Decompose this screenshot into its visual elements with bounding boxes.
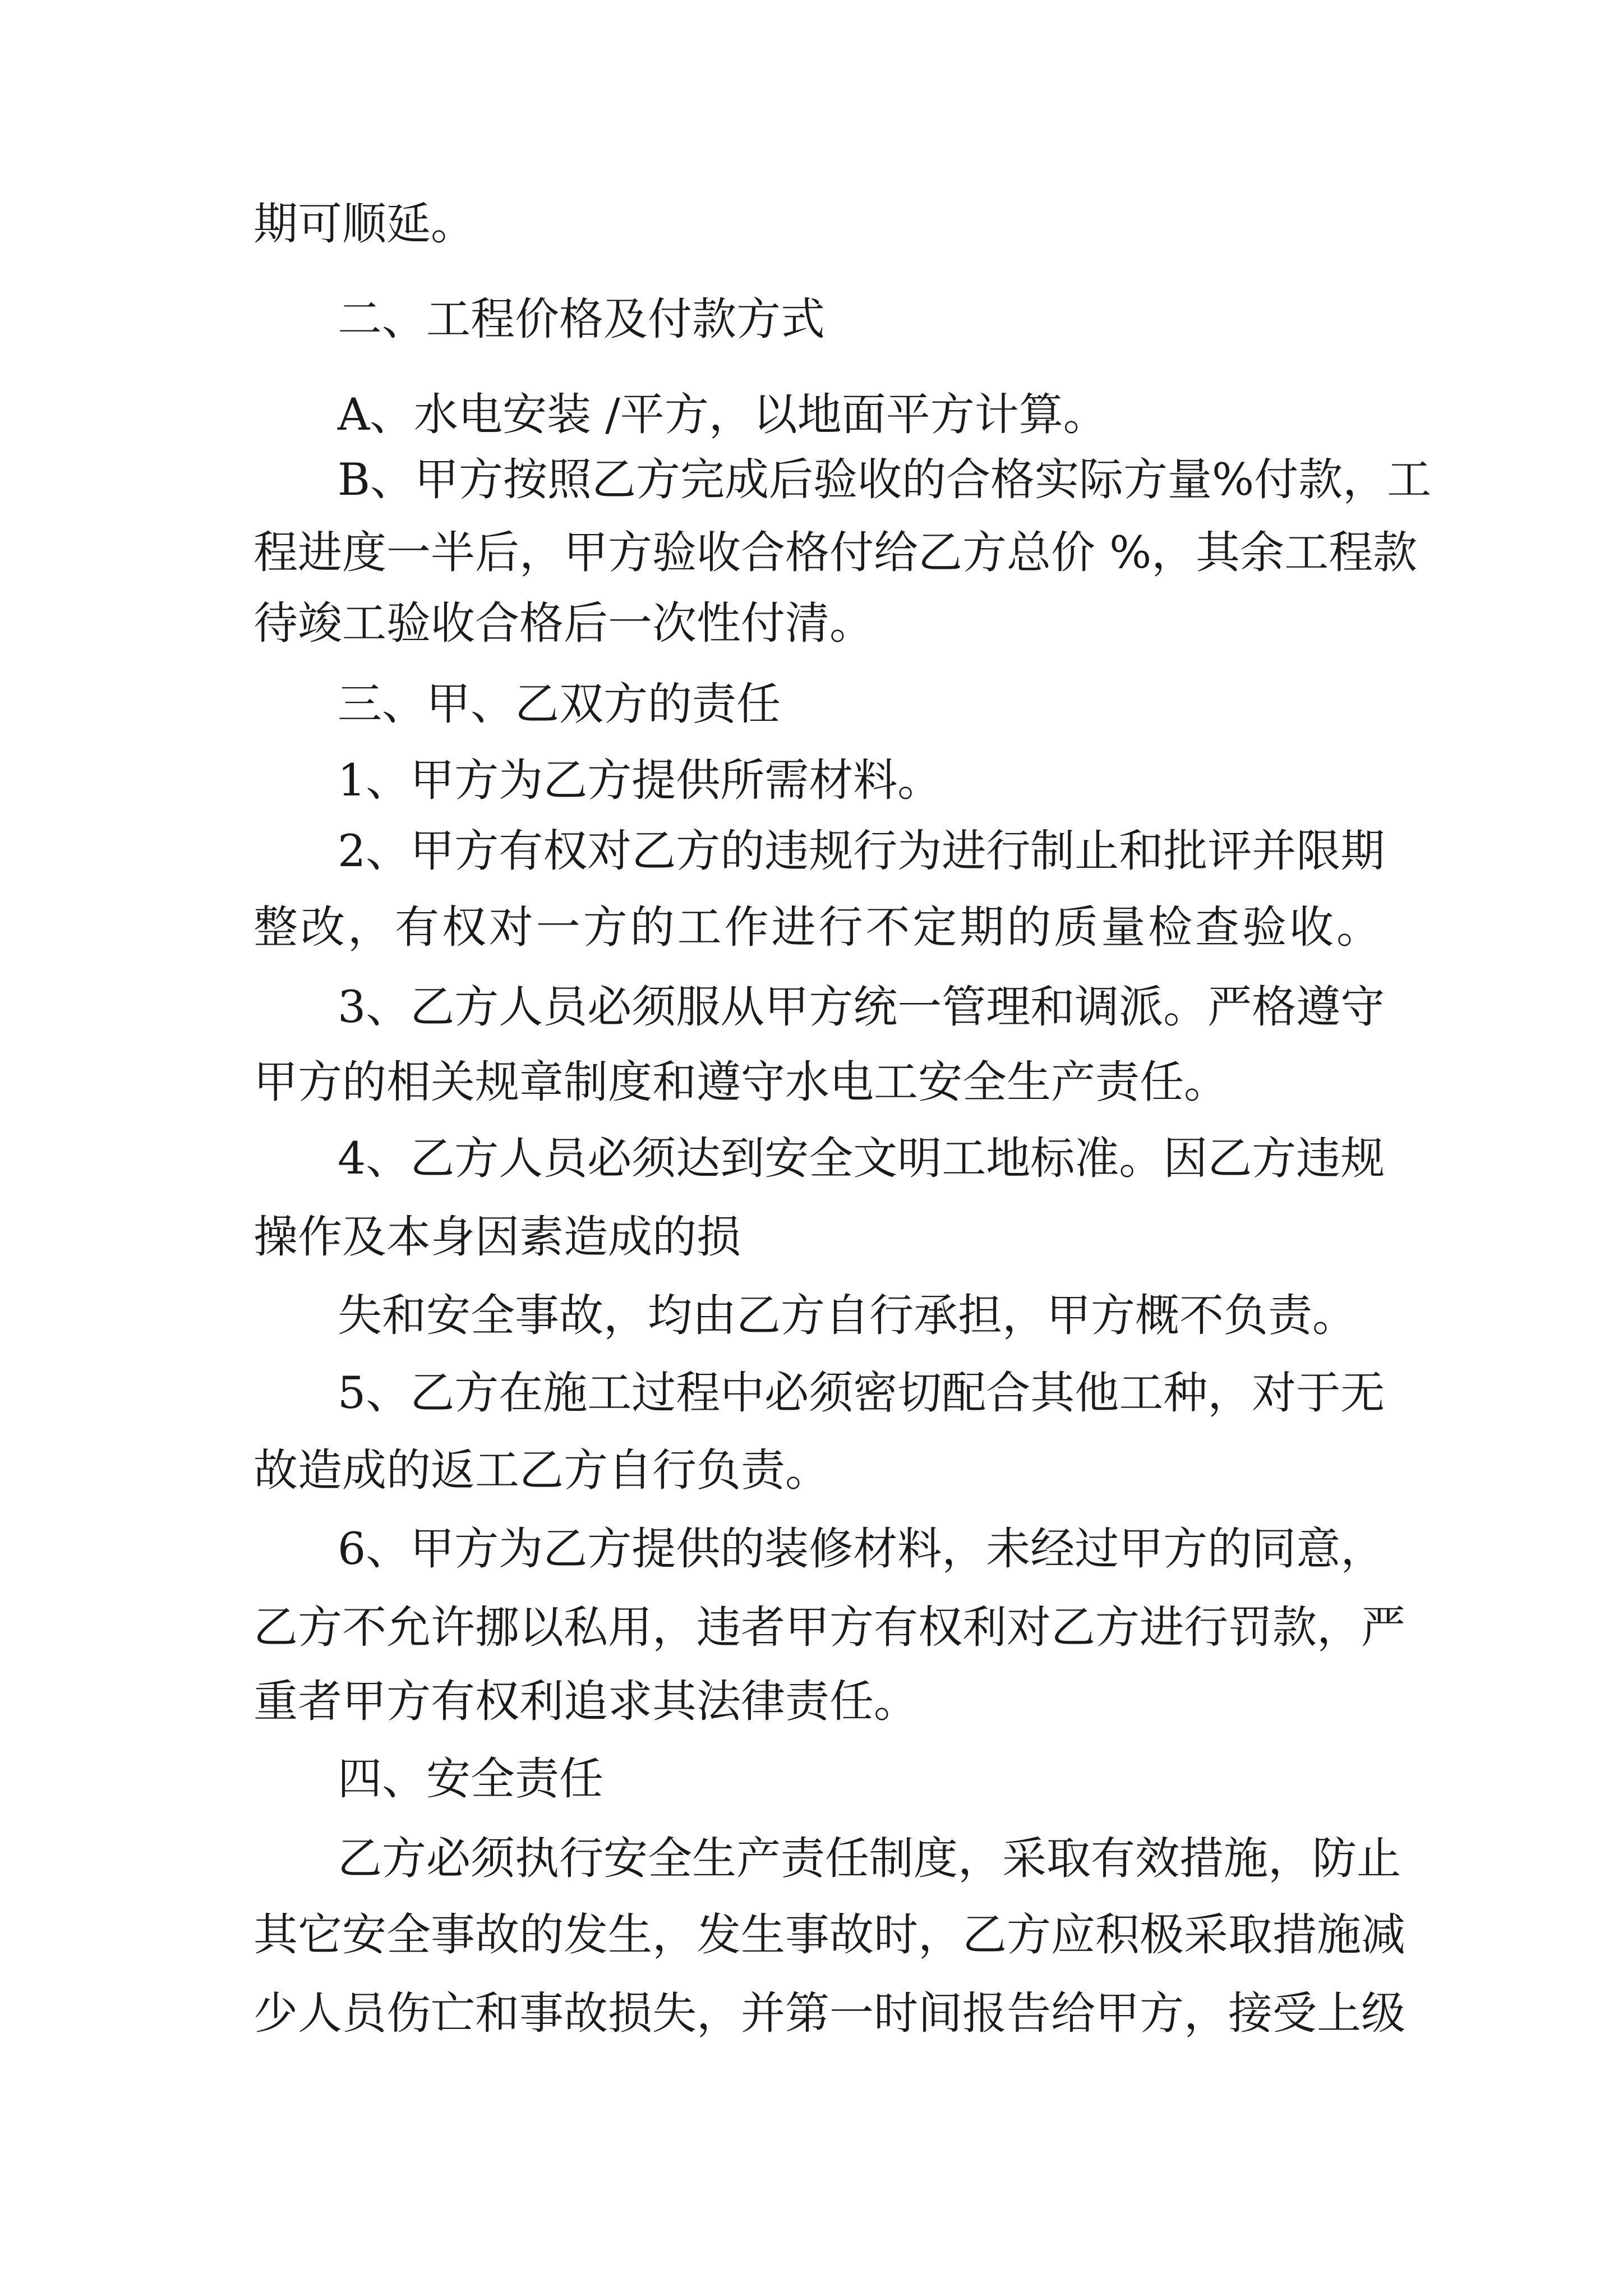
text-line: 失和安全事故，均由乙方自行承担，甲方概不负责。 xyxy=(338,1290,1357,1341)
text-line: 重者甲方有权利追求其法律责任。 xyxy=(253,1676,918,1727)
text-line: 5、乙方在施工过程中必须密切配合其他工种，对于无 xyxy=(338,1367,1385,1419)
text-line: 少人员伤亡和事故损失，并第一时间报告给甲方，接受上级 xyxy=(253,1987,1405,2039)
text-line: 整改，有权对一方的工作进行不定期的质量检查验收。 xyxy=(253,901,1381,953)
section-heading: 三、甲、乙双方的责任 xyxy=(338,678,781,730)
text-line: 6、甲方为乙方提供的装修材料，未经过甲方的同意， xyxy=(338,1523,1385,1575)
text-line: 2、甲方有权对乙方的违规行为进行制止和批评并限期 xyxy=(338,825,1385,877)
text-line: 其它安全事故的发生，发生事故时，乙方应积极采取措施减 xyxy=(253,1909,1405,1961)
text-line: 乙方必须执行安全生产责任制度，采取有效措施，防止 xyxy=(338,1833,1401,1884)
text-line: B、甲方按照乙方完成后验收的合格实际方量%付款，工 xyxy=(338,454,1432,505)
text-line: 故造成的返工乙方自行负责。 xyxy=(253,1444,829,1496)
text-line: 程进度一半后，甲方验收合格付给乙方总价 %，其余工程款 xyxy=(253,527,1418,578)
section-heading: 二、工程价格及付款方式 xyxy=(338,293,825,345)
text-line: 3、乙方人员必须服从甲方统一管理和调派。严格遵守 xyxy=(338,981,1385,1033)
text-line: 操作及本身因素造成的损 xyxy=(253,1211,741,1263)
text-line: A、水电安装 /平方，以地面平方计算。 xyxy=(338,389,1108,440)
text-line: 乙方不允许挪以私用，违者甲方有权利对乙方进行罚款，严 xyxy=(253,1602,1405,1653)
section-heading: 四、安全责任 xyxy=(338,1753,603,1805)
text-line: 4、乙方人员必须达到安全文明工地标准。因乙方违规 xyxy=(338,1133,1385,1184)
text-line: 待竣工验收合格后一次性付清。 xyxy=(253,597,874,649)
text-line: 甲方的相关规章制度和遵守水电工安全生产责任。 xyxy=(253,1056,1228,1108)
text-line: 期可顺延。 xyxy=(253,198,475,250)
text-line: 1、甲方为乙方提供所需材料。 xyxy=(338,754,942,806)
